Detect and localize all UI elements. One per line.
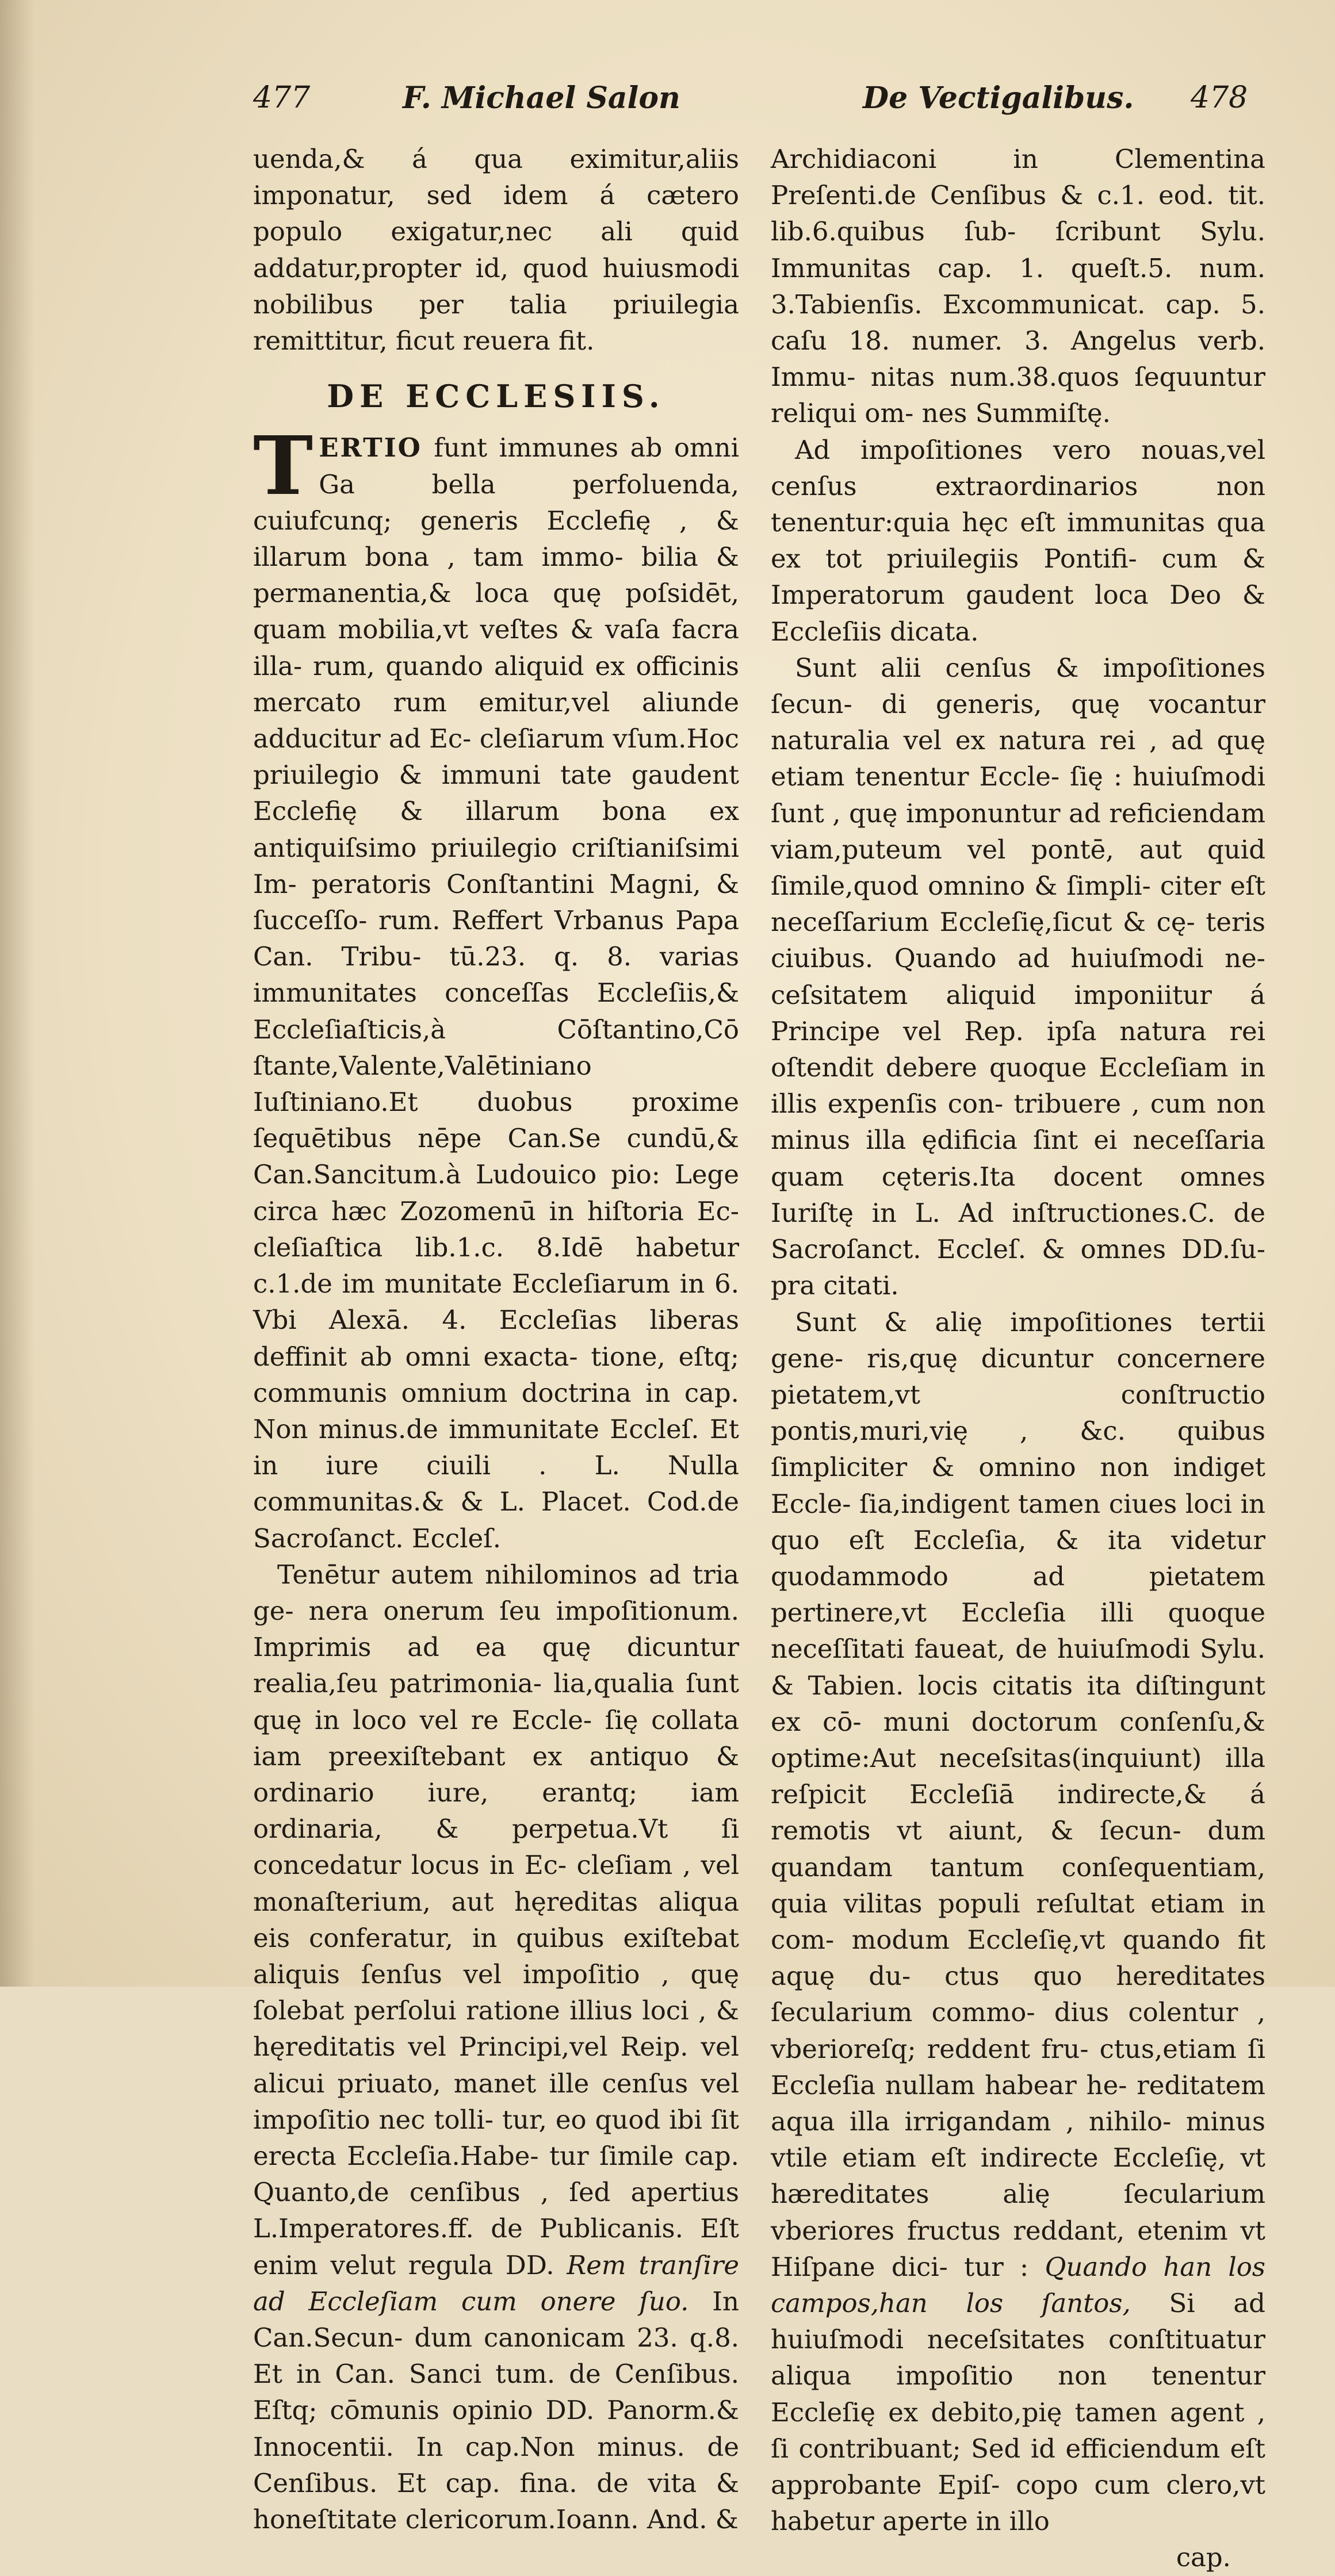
right-paragraph-1: Archidiaconi in Clementina Preſenti.de Cenſibus & c.1. eod. tit. lib.6.quibus ſub- ſcribunt Sylu. Immunitas cap. 1. queſt.5. num. 3.Tabienſis. Excommunicat. cap. 5. caſu 18. numer. 3. Angelus verb. Immu- nitas num.38.quos ſequuntur reliqui om- nes Summiſtę. xyxy=(771,144,1265,429)
right-page-number: 478 xyxy=(1191,80,1248,115)
left-paragraph-3-quote: Rem tranſire ad Eccleſiam cum onere ſuo. xyxy=(253,2249,740,2317)
left-running-head: F. Michael Salon xyxy=(403,80,680,116)
right-paragraph-4-quote: Quando han los campos,han los ſantos, xyxy=(771,2251,1265,2318)
left-paragraph-3-tail: In Can.Secun- dum canonicam 23. q.8. Et in Can. Sanci tum. de Cenſibus. Eſtq; cōmunis opinio DD. Panorm.& Innocentii. In cap.Non minus. de Cenſibus. Et cap. fina. de vita & honeſtitate clericorum.Ioann. And. & xyxy=(253,2286,739,2535)
left-paragraph-2 xyxy=(253,419,739,1556)
left-column xyxy=(253,141,739,2537)
left-paragraph-3 xyxy=(253,1557,739,2537)
drop-cap: T xyxy=(253,419,313,514)
right-paragraph-2: Ad impoſitiones vero nouas,vel cenſus extraordinarios non tenentur:quia hęc eſt immunitas qua ex tot priuilegiis Pontifi- cum & Imperatorum gaudent loca Deo & Eccleſiis dicata. xyxy=(771,434,1265,647)
left-paragraph-1: uenda,& á qua eximitur,aliis imponatur, sed idem á cætero populo exigatur,nec ali quid addatur,propter id, quod huiusmodi nobilibus per talia priuilegia remittitur, ficut reuera fit. xyxy=(253,144,739,356)
section-title: DE ECCLESIIS. xyxy=(327,378,665,415)
catchword: cap. xyxy=(1176,2542,1231,2573)
left-page-number: 477 xyxy=(253,80,311,115)
left-paragraph-2-text: funt immunes ab omni Ga bella perfoluenda, cuiufcunq; generis Ecclefię , & illarum bona , tam immo- bilia & permanentia,& loca quę poſsidēt, quam mobilia,vt veſtes & vaſa facra illa- rum, quando aliquid ex officinis mercato rum emitur,vel aliunde adducitur ad Ec- cleſiarum vſum.Hoc priuilegio & immuni tate gaudent Ecclefię & illarum bona ex antiquiſsimo priuilegio criſtianiſsimi Im- peratoris Conſtantini Magni, & ſucceſſo- rum. Reffert Vrbanus Papa Can. Tribu- tū.23. q. 8. varias immunitates conceſſas Eccleſiis,& Eccleſiaſticis,à Cōſtantino,Cō ſtante,Valente,Valētiniano Iuſtiniano.Et duobus proxime ſequētibus nēpe Can.Se cundū,& Can.Sancitum.à Ludouico pio: Lege circa hæc Zozomenū in hiſtoria Ec- cleſiaſtica lib.1.c. 8.Idē habetur c.1.de im munitate Eccleſiarum in 6. Vbi Alexā. 4. Eccleſias liberas deffinit ab omni exacta- tione, eſtq; communis omnium doctrina in cap. Non minus.de immunitate Eccleſ. Et in iure ciuili . L. Nulla communitas.& & L. Placet. Cod.de Sacroſanct. Eccleſ. xyxy=(253,432,739,1554)
gutter-shadow xyxy=(0,0,35,1987)
right-paragraph-4-text: Sunt & alię impoſitiones tertii gene- ris,quę dicuntur concernere pietatem,vt conſtructio pontis,muri,vię , &c. quibus ſimpliciter & omnino non indiget Eccle- ſia,indigent tamen ciues loci in quo eſt Eccleſia, & ita videtur quodammodo ad pietatem pertinere,vt Eccleſia illi quoque neceſſitati faueat, de huiuſmodi Sylu. & Tabien. locis citatis ita diſtingunt ex cō- muni doctorum conſenſu,& optime:Aut neceſsitas(inquiunt) illa reſpicit Eccleſiā indirecte,& á remotis vt aiunt, & ſecun- dum quandam tantum conſequentiam, quia vilitas populi reſultat etiam in com- modum Eccleſię,vt quando fit aquę du- ctus quo hereditates ſecularium commo- dius colentur , vberioreſq; reddent fru- ctus,etiam ſi Eccleſia nullam habear he- reditatem aqua illa irrigandam , nihilo- minus vtile etiam eſt indirecte Eccleſię, vt hæreditates alię ſecularium vberiores fructus reddant, etenim vt Hiſpane dici- tur : xyxy=(771,1306,1265,2282)
right-paragraph-4-tail: Si ad huiuſmodi neceſsitates conſtituatur aliqua impoſitio non tenentur Eccleſię ex debito,pię tamen agent , ſi contribuant; Sed id efficiendum eſt approbante Epiſ- copo cum clero,vt habetur aperte in illo xyxy=(771,2287,1265,2537)
right-column xyxy=(771,141,1265,2576)
right-paragraph-3: Sunt alii cenſus & impoſitiones ſecun- di generis, quę vocantur naturalia vel ex natura rei , ad quę etiam tenentur Eccle- ſię : huiuſmodi ſunt , quę imponuntur ad reficiendam viam,puteum vel pontē, aut quid ſimile,quod omnino & ſimpli- citer eſt neceſſarium Eccleſię,ſicut & cę- teris ciuibus. Quando ad huiuſmodi ne- ceſsitatem aliquid imponiitur á Principe vel Rep. ipſa natura rei oſtendit debere quoque Eccleſiam in illis expenſis con- tribuere , cum non minus illa ędificia ſint ei neceſſaria quam cęteris.Ita docent omnes Iuriſtę in L. Ad inſtructiones.C. de Sacroſanct. Eccleſ. & omnes DD.ſu- pra citati. xyxy=(771,652,1265,1301)
lead-word: ERTIO xyxy=(319,432,422,463)
right-running-head: De Vectigalibus. xyxy=(863,80,1134,116)
left-paragraph-3-text: Tenētur autem nihilominos ad tria ge- nera onerum ſeu impoſitionum. Imprimis ad ea quę dicuntur realia,ſeu patrimonia- lia,qualia ſunt quę in loco vel re Eccle- ſię collata iam preexiſtebant ex antiquo & ordinario iure, erantq; iam ordinaria, & perpetua.Vt ſi concedatur locus in Ec- cleſiam , vel monaſterium, aut hęreditas aliqua eis conferatur, in quibus exiſtebat aliquis ſenſus vel impoſitio , quę ſolebat perſolui ratione illius loci , & hęreditatis vel Principi,vel Reip. vel alicui priuato, manet ille cenſus vel impoſitio nec tolli- tur, eo quod ibi ſit erecta Eccleſia.Habe- tur ſimile cap. Quanto,de cenſibus , ſed apertius L.Imperatores.ff. de Publicanis. Eſt enim velut regula DD. xyxy=(253,1559,739,2280)
right-paragraph-4 xyxy=(771,1304,1265,2540)
